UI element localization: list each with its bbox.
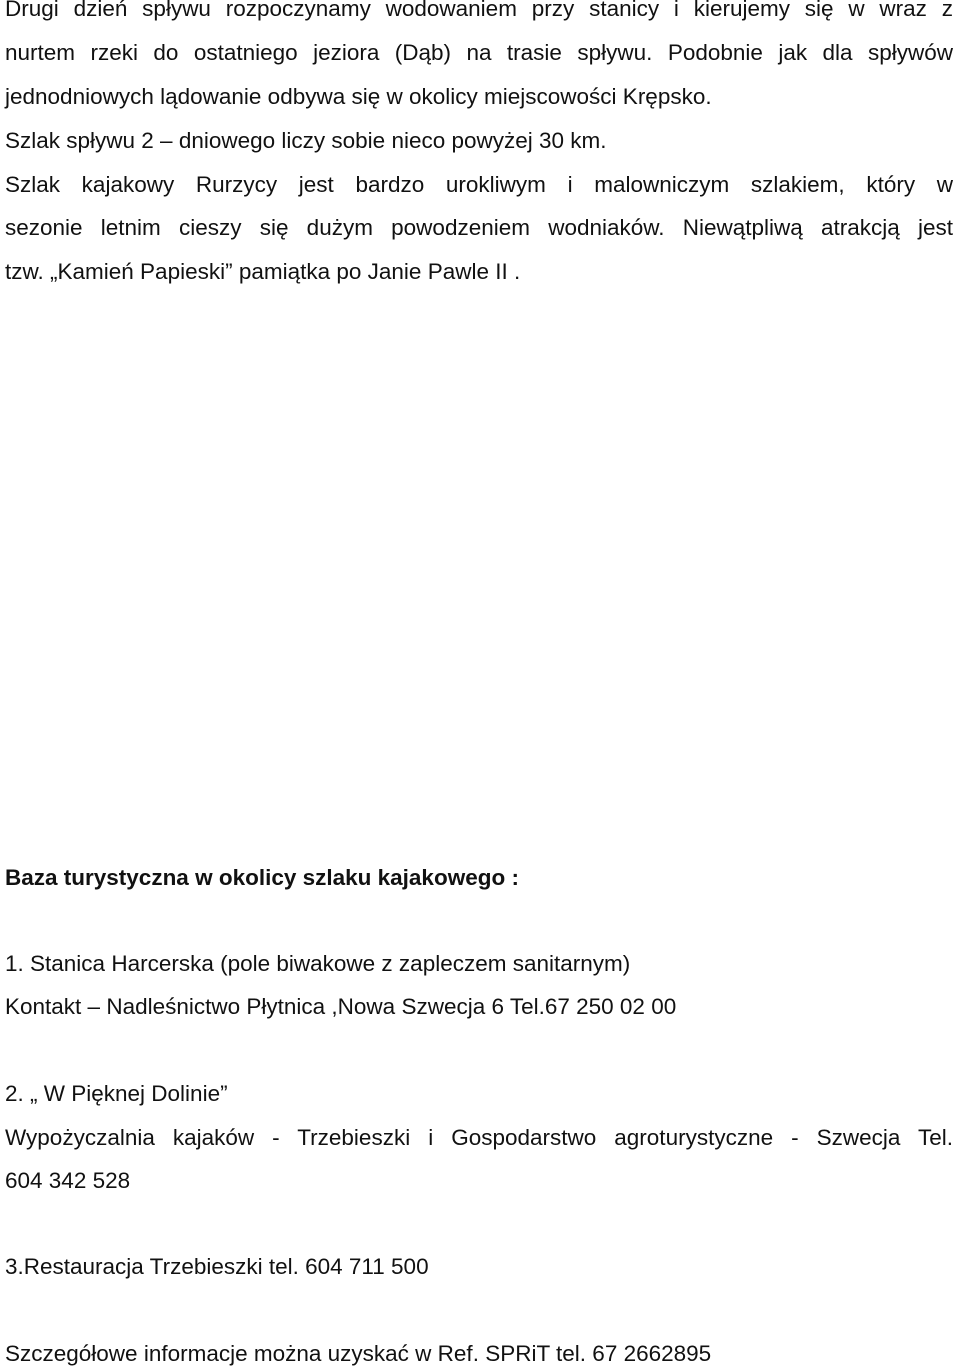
intro-line-4: Szlak spływu 2 – dniowego liczy sobie nieco powyżej 30 km. — [5, 128, 607, 153]
dolina-desc-line-1: Wypożyczalnia kajaków - Trzebieszki i Gospodarstwo agroturystyczne - Szwecja Tel. — [5, 1125, 953, 1150]
dolina-desc-line-2: 604 342 528 — [5, 1168, 131, 1193]
intro-line-2: nurtem rzeki do ostatniego jeziora (Dąb) na trasie spływu. Podobnie jak dla spływów — [5, 40, 953, 65]
footer-info: Szczegółowe informacje można uzyskać w Ref. SPRiT tel. 67 2662895 — [5, 1341, 712, 1366]
stanica-title: 1. Stanica Harcerska (pole biwakowe z zapleczem sanitarnym) — [5, 951, 631, 976]
description-line-2: sezonie letnim cieszy się dużym powodzeniem wodniaków. Niewątpliwą atrakcją jest — [5, 215, 953, 240]
stanica-contact: Kontakt – Nadleśnictwo Płytnica ,Nowa Szwecja 6 Tel.67 250 02 00 — [5, 994, 677, 1019]
dolina-title: 2. „ W Pięknej Dolinie” — [5, 1081, 228, 1106]
description-line-1: Szlak kajakowy Rurzycy jest bardzo urokliwym i malowniczym szlakiem, który w — [5, 172, 953, 197]
intro-line-1: Drugi dzień spływu rozpoczynamy wodowaniem przy stanicy i kierujemy się w wraz z — [5, 0, 953, 21]
restauracja-title: 3.Restauracja Trzebieszki tel. 604 711 500 — [5, 1254, 429, 1279]
base-heading: Baza turystyczna w okolicy szlaku kajakowego : — [5, 865, 519, 890]
description-line-3: tzw. „Kamień Papieski” pamiątka po Janie Pawle II . — [5, 259, 521, 284]
intro-line-3: jednodniowych lądowanie odbywa się w okolicy miejscowości Krępsko. — [5, 84, 712, 109]
